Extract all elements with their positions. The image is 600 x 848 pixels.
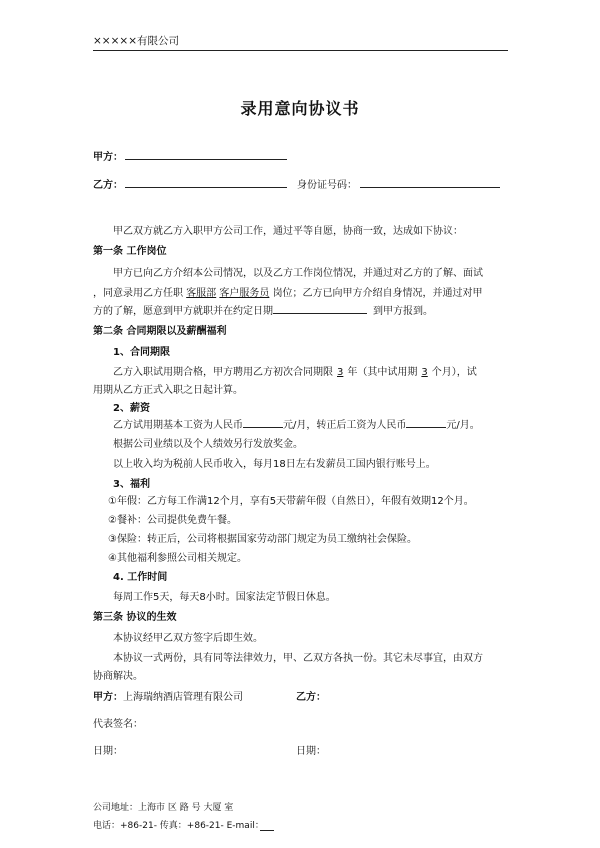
contract-term-line-2: 用期从乙方正式入职之日起计算。 <box>93 385 243 396</box>
article-3-line-2: 本协议一式两份，具有同等法律效力，甲、乙双方各执一份。其它未尽事宜，由双方 <box>113 653 483 664</box>
party-b-label: 乙方： <box>93 180 123 191</box>
salary-line-3: 以上收入均为税前人民币收入，每月18日左右发薪员工国内银行账号上。 <box>113 459 436 470</box>
salary-line-1 <box>113 416 480 431</box>
footer-address: 公司地址：上海市 区 路 号 大厦 室 <box>93 803 234 813</box>
work-hours-text: 每周工作5天，每天8小时。国家法定节假日休息。 <box>113 592 336 603</box>
company-header: ×××××有限公司 <box>93 35 179 47</box>
party-a-field[interactable] <box>125 148 287 163</box>
salary-text-b: 元/月，转正后工资为人民币 <box>283 420 407 431</box>
salary-text-a: 乙方试用期基本工资为人民币 <box>113 420 243 431</box>
sign-party-a <box>93 688 243 703</box>
article-1-text-a: ，同意录用乙方任职 <box>93 288 183 299</box>
section-salary-title: 2、薪资 <box>113 403 150 414</box>
article-3-line-1: 本协议经甲乙双方签字后即生效。 <box>113 633 263 644</box>
date-a-label: 日期： <box>93 746 123 757</box>
article-1-line-1: 甲方已向乙方介绍本公司情况，以及乙方工作岗位情况，并通过对乙方的了解、面试 <box>113 268 483 279</box>
article-3-heading: 第三条 协议的生效 <box>93 612 177 623</box>
party-b-field[interactable] <box>125 176 287 191</box>
contract-term-text-a: 乙方入职试用期合格，甲方聘用乙方初次合同期限 <box>113 367 333 378</box>
section-contract-term-title: 1、合同期限 <box>113 347 170 358</box>
article-1-text-d: 到甲方报到。 <box>373 306 433 317</box>
position-value: 客户服务员 <box>219 288 270 299</box>
article-1-line-2 <box>93 284 483 299</box>
representative-signature-label: 代表签名： <box>93 719 143 730</box>
article-1-heading: 第一条 工作岗位 <box>93 246 167 257</box>
date-b-label: 日期： <box>296 746 326 757</box>
article-1-line-3 <box>93 302 433 317</box>
regular-salary-field[interactable] <box>406 416 446 428</box>
contract-term-text-c: 个月），试 <box>431 367 477 378</box>
article-3-line-3: 协商解决。 <box>93 671 143 682</box>
probation-months-value: 3 <box>421 367 428 378</box>
party-a-label: 甲方： <box>93 152 123 163</box>
report-date-field[interactable] <box>273 302 367 314</box>
article-1-text-b: 岗位；乙方已向甲方介绍自身情况，并通过对甲 <box>272 288 483 299</box>
contract-years-value: 3 <box>337 367 344 378</box>
benefit-other: ④其他福利参照公司相关规定。 <box>108 553 247 564</box>
contract-term-text-b: 年（其中试用期 <box>347 367 418 378</box>
intro-text: 甲乙双方就乙方入职甲方公司工作，通过平等自愿，协商一致，达成如下协议： <box>113 226 463 237</box>
article-1-text-c: 方的了解，愿意到甲方就职并在约定日期 <box>93 306 273 317</box>
footer-contact: 电话：+86-21- 传真：+86-21- E-mail： <box>93 821 264 831</box>
probation-salary-field[interactable] <box>243 416 283 428</box>
id-number-label: 身份证号码： <box>297 180 357 191</box>
benefit-meal: ②餐补：公司提供免费午餐。 <box>108 515 237 526</box>
section-work-hours-title: 4. 工作时间 <box>113 572 168 583</box>
benefit-insurance: ③保险：转正后，公司将根据国家劳动部门规定为员工缴纳社会保险。 <box>108 534 417 545</box>
department-value: 客服部 <box>186 288 217 299</box>
id-number-field[interactable] <box>360 176 500 191</box>
header-rule <box>93 50 508 51</box>
article-2-heading: 第二条 合同期限以及薪酬福利 <box>93 326 227 337</box>
benefit-annual-leave: ①年假：乙方每工作满12个月，享有5天带薪年假（自然日），年假有效期12个月。 <box>108 496 474 507</box>
sign-party-a-name: 上海瑞纳酒店管理有限公司 <box>123 692 243 703</box>
footer-email-underline <box>260 830 274 831</box>
contract-term-line-1 <box>113 363 477 378</box>
sign-party-b-label: 乙方： <box>296 692 326 703</box>
salary-text-c: 元/月。 <box>446 420 480 431</box>
section-benefits-title: 3、福利 <box>113 479 150 490</box>
sign-party-a-label: 甲方： <box>93 692 123 703</box>
salary-line-2: 根据公司业绩以及个人绩效另行发放奖金。 <box>113 439 303 450</box>
document-title: 录用意向协议书 <box>240 99 360 118</box>
